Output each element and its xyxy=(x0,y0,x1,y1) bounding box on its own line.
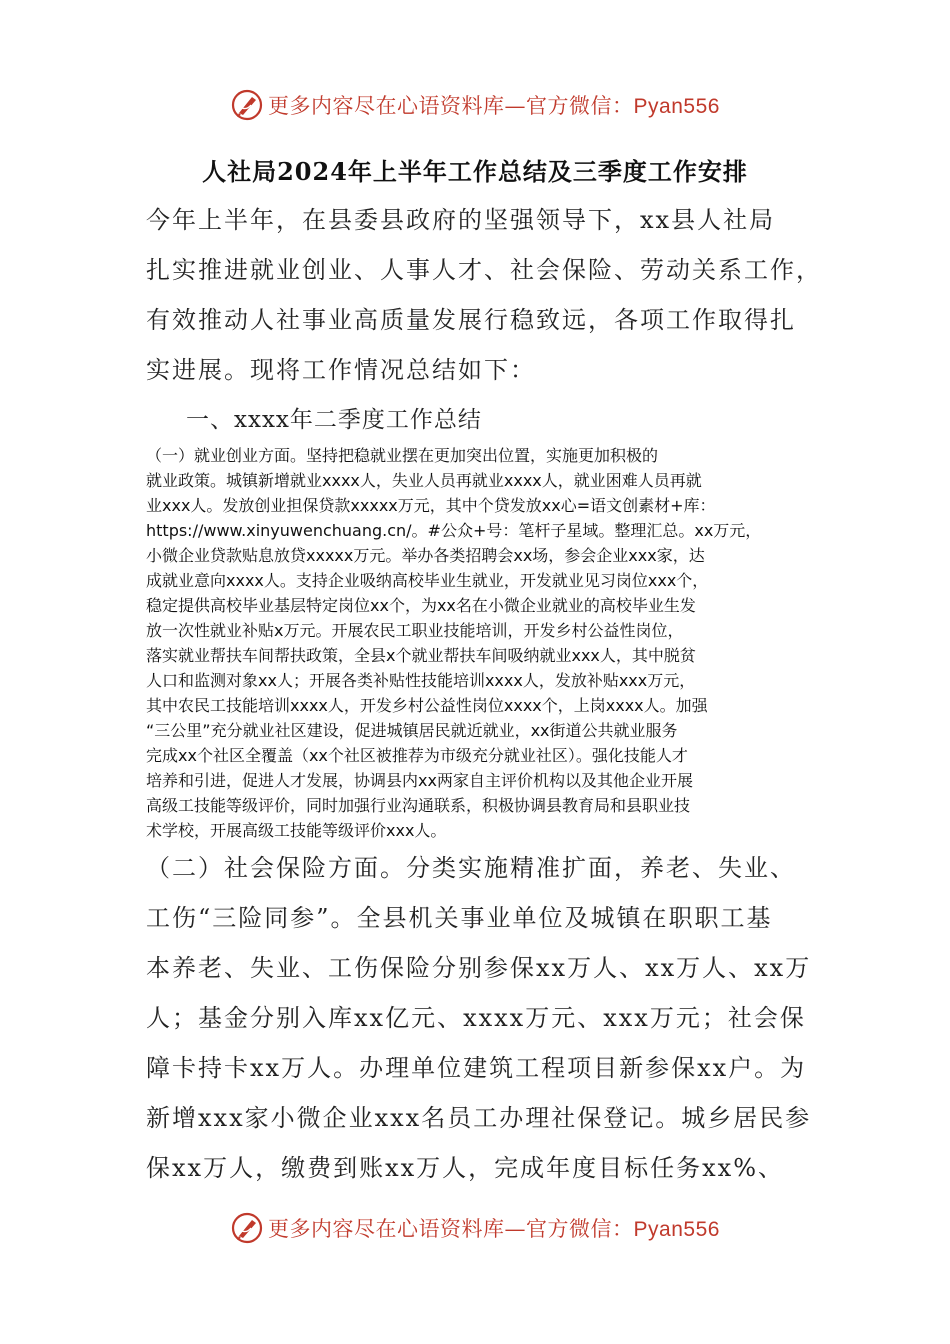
banner-text-cn: 更多内容尽在心语资料库—官方微信： xyxy=(268,1217,634,1241)
text-line: 保xx万人，缴费到账xx万人，完成年度目标任务xx%、 xyxy=(146,1154,785,1182)
text-line: 成就业意向xxxx人。支持企业吸纳高校毕业生就业，开发就业见习岗位xxx个， xyxy=(146,571,709,590)
text-line: 放一次性就业补贴x万元。开展农民工职业技能培训，开发乡村公益性岗位， xyxy=(146,621,684,640)
banner-text-id: Pyan556 xyxy=(633,1218,720,1241)
text-line: 扎实推进就业创业、人事人才、社会保险、劳动关系工作， xyxy=(146,256,822,284)
text-line: 人；基金分别入库xx亿元、xxxx万元、xxx万元；社会保 xyxy=(146,1004,806,1032)
banner-text xyxy=(268,1213,720,1243)
watermark-banner-top xyxy=(0,85,950,125)
text-line: “三公里”充分就业社区建设，促进城镇居民就近就业，xx街道公共就业服务 xyxy=(146,721,678,740)
text-line: https://www.xinyuwenchuang.cn/。#公众+号：笔杆子星域。整理汇总。xx万元， xyxy=(146,521,762,540)
text-line: 实进展。现将工作情况总结如下： xyxy=(146,356,536,384)
text-line: 高级工技能等级评价，同时加强行业沟通联系，积极协调县教育局和县职业技 xyxy=(146,796,691,815)
text-line: 有效推动人社事业高质量发展行稳致远，各项工作取得扎 xyxy=(146,306,796,334)
section-heading: 一、xxxx年二季度工作总结 xyxy=(186,407,482,433)
banner-text xyxy=(268,90,720,120)
social-insurance-paragraph xyxy=(146,843,826,1193)
banner-text-cn: 更多内容尽在心语资料库—官方微信： xyxy=(268,94,634,118)
text-line: 其中农民工技能培训xxxx人，开发乡村公益性岗位xxxx个，上岗xxxx人。加强 xyxy=(146,696,708,715)
text-line: 新增xxx家小微企业xxx名员工办理社保登记。城乡居民参 xyxy=(146,1104,812,1132)
intro-paragraph xyxy=(146,195,826,395)
page-title: 人社局2024年上半年工作总结及三季度工作安排 xyxy=(202,157,748,186)
text-line: 就业政策。城镇新增就业xxxx人，失业人员再就业xxxx人，就业困难人员再就 xyxy=(146,471,702,490)
text-line: 人口和监测对象xx人；开展各类补贴性技能培训xxxx人，发放补贴xxx万元， xyxy=(146,671,696,690)
text-line: 小微企业贷款贴息放贷xxxxx万元。举办各类招聘会xx场，参会企业xxx家，达 xyxy=(146,546,705,565)
text-line: （一）就业创业方面。坚持把稳就业摆在更加突出位置，实施更加积极的 xyxy=(146,446,659,465)
text-line: 落实就业帮扶车间帮扶政策，全县x个就业帮扶车间吸纳就业xxx人，其中脱贫 xyxy=(146,646,696,665)
text-line: 完成xx个社区全覆盖（xx个社区被推荐为市级充分就业社区）。强化技能人才 xyxy=(146,746,688,765)
banner-text-id: Pyan556 xyxy=(633,95,720,118)
text-line: 业xxx人。发放创业担保贷款xxxxx万元，其中个贷发放xx心=语文创素材+库： xyxy=(146,496,716,515)
pen-circle-logo-icon xyxy=(230,88,264,122)
text-line: 障卡持卡xx万人。办理单位建筑工程项目新参保xx户。为 xyxy=(146,1054,807,1082)
pen-circle-logo-icon xyxy=(230,1211,264,1245)
employment-paragraph xyxy=(146,443,816,843)
watermark-banner-bottom xyxy=(0,1208,950,1248)
text-line: 工伤“三险同参”。全县机关事业单位及城镇在职职工基 xyxy=(146,904,773,932)
text-line: 术学校，开展高级工技能等级评价xxx人。 xyxy=(146,821,447,840)
text-line: 今年上半年，在县委县政府的坚强领导下，xx县人社局 xyxy=(146,206,776,234)
text-line: 培养和引进，促进人才发展，协调县内xx两家自主评价机构以及其他企业开展 xyxy=(146,771,693,790)
text-line: 稳定提供高校毕业基层特定岗位xx个，为xx名在小微企业就业的高校毕业生发 xyxy=(146,596,696,615)
text-line: 本养老、失业、工伤保险分别参保xx万人、xx万人、xx万 xyxy=(146,954,812,982)
text-line: （二）社会保险方面。分类实施精准扩面，养老、失业、 xyxy=(146,854,796,882)
